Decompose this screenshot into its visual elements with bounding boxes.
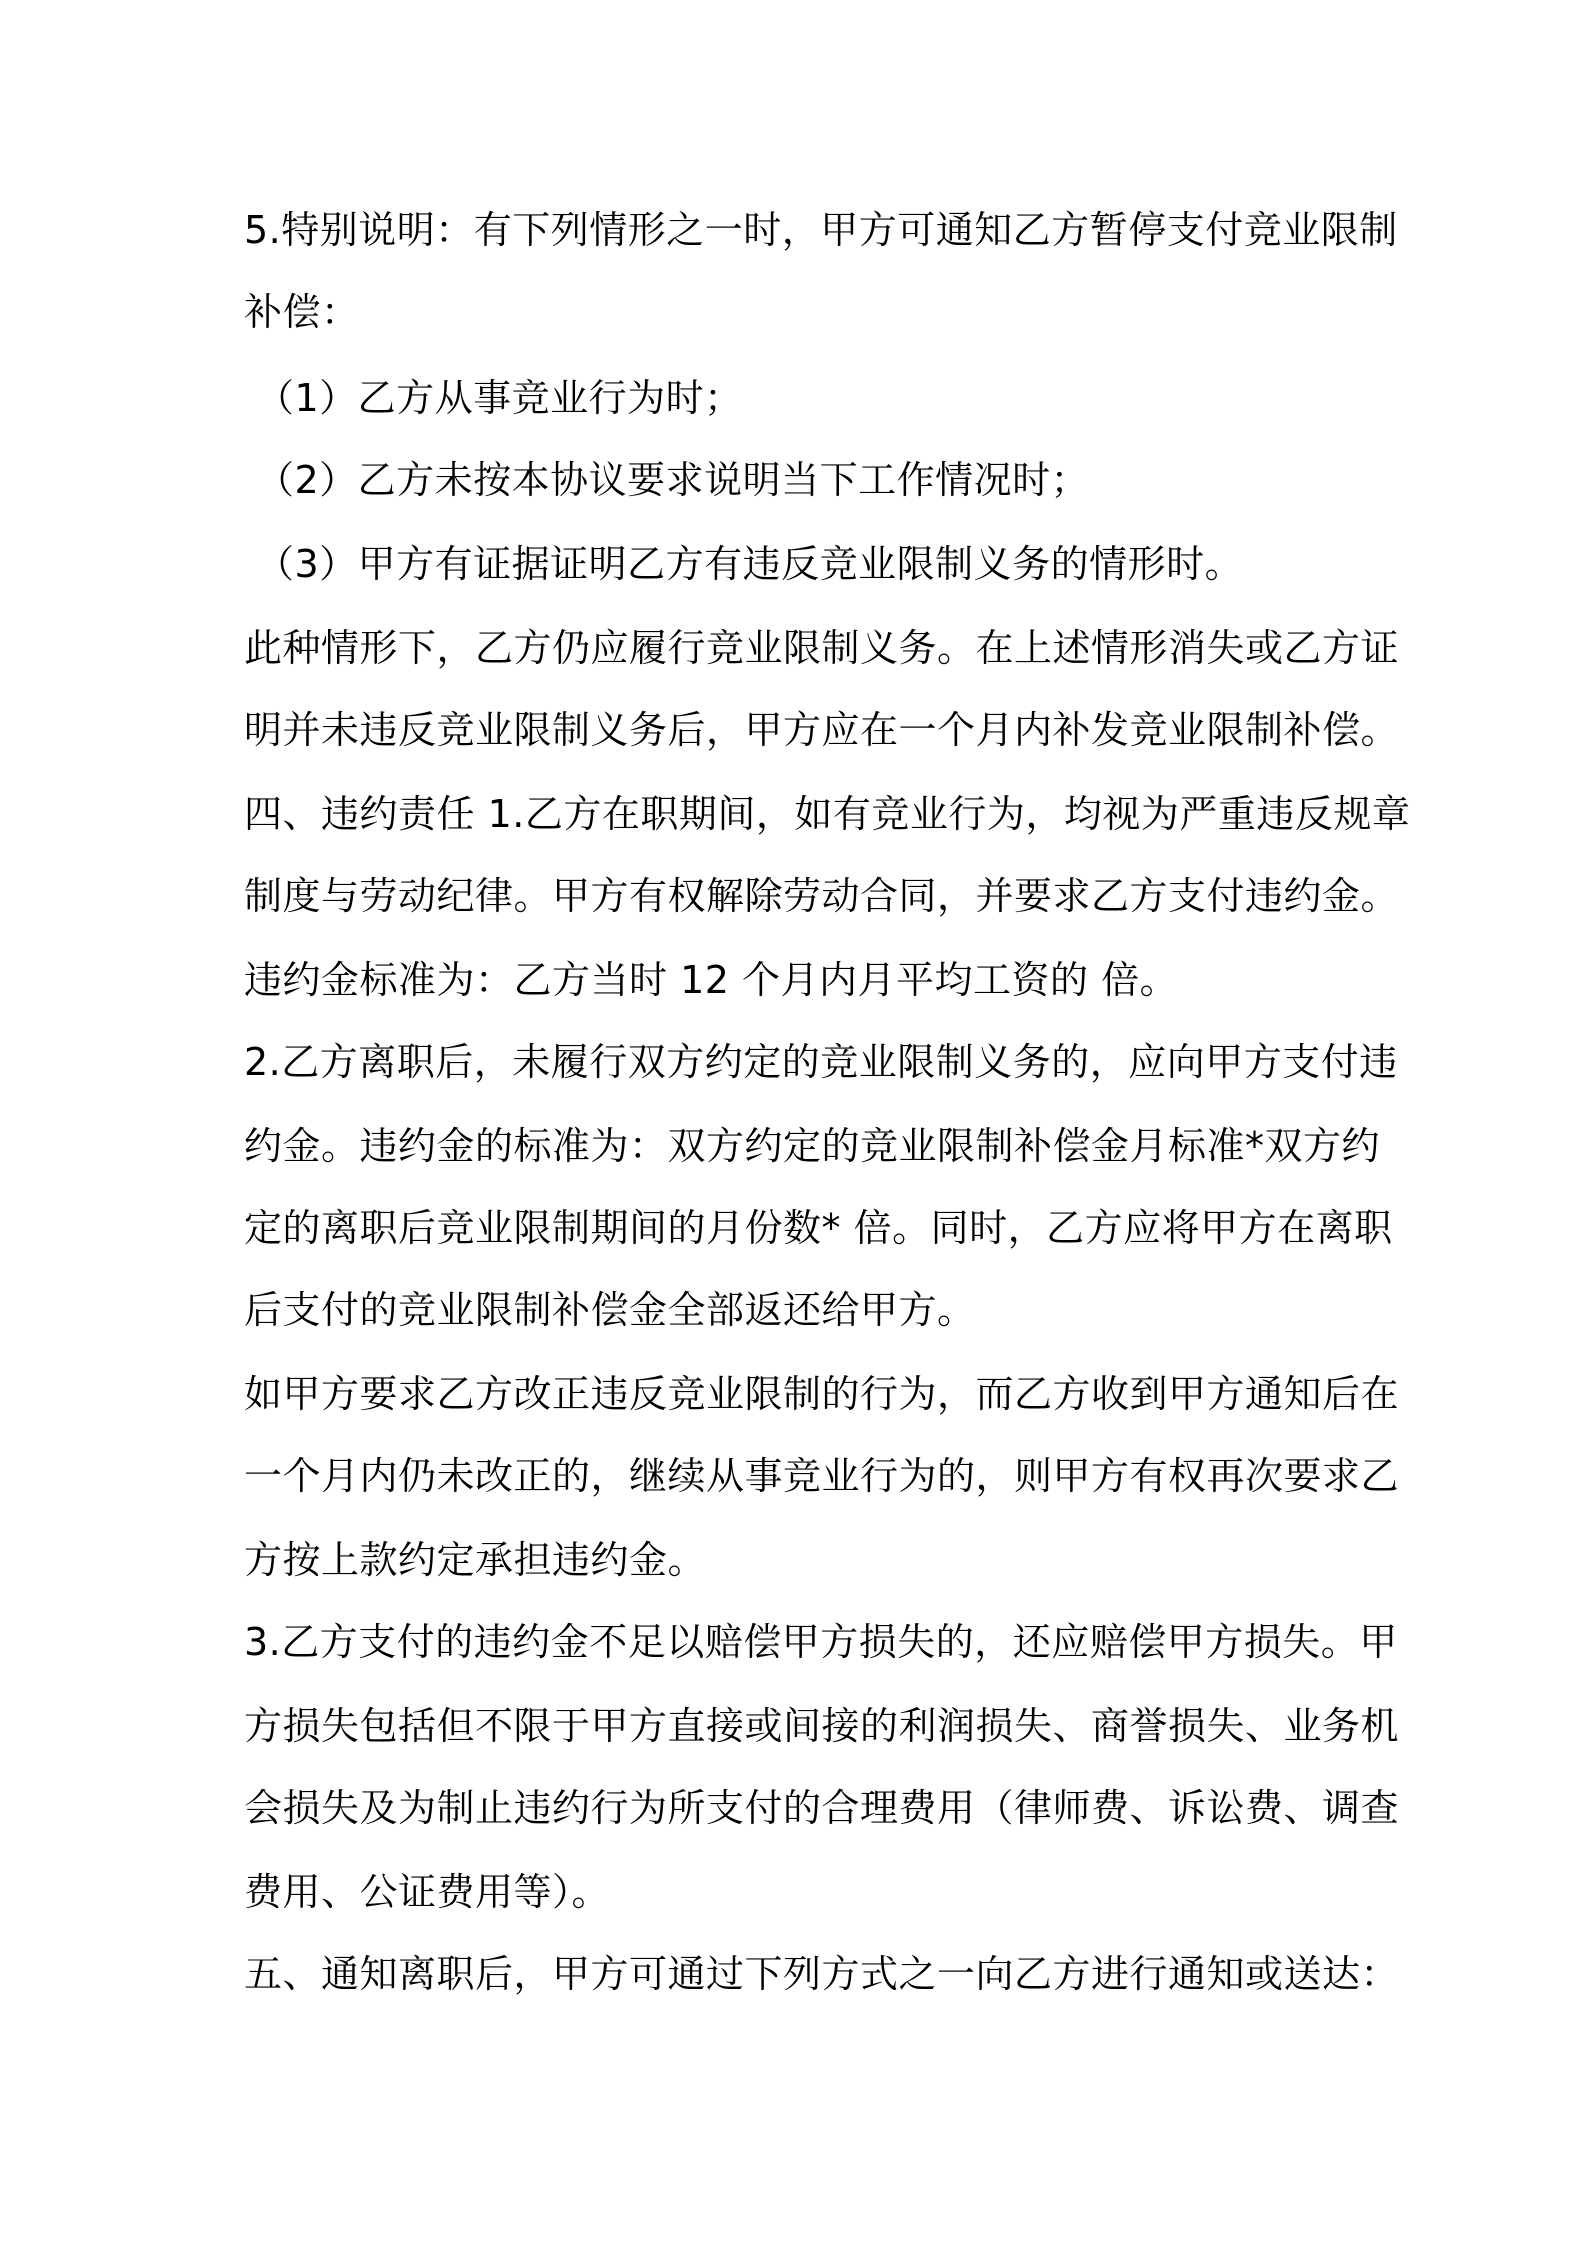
text-line: 定的离职后竞业限制期间的月份数* 倍。同时，乙方应将甲方在离职	[244, 1206, 1393, 1250]
text-line: 会损失及为制止违约行为所支付的合理费用（律师费、诉讼费、调查	[244, 1786, 1400, 1830]
text-line: 费用、公证费用等）。	[244, 1870, 611, 1914]
text-line: 5.特别说明：有下列情形之一时，甲方可通知乙方暂停支付竞业限制	[244, 208, 1398, 252]
text-line: 约金。违约金的标准为：双方约定的竞业限制补偿金月标准*双方约	[244, 1124, 1381, 1168]
text-line: 违约金标准为：乙方当时 12 个月内月平均工资的 倍。	[244, 958, 1179, 1002]
text-line: 如甲方要求乙方改正违反竞业限制的行为，而乙方收到甲方通知后在	[244, 1372, 1400, 1416]
list-item: （3）甲方有证据证明乙方有违反竞业限制义务的情形时。	[256, 542, 1244, 586]
text-line: 方损失包括但不限于甲方直接或间接的利润损失、商誉损失、业务机	[244, 1704, 1400, 1748]
text-line: 补偿：	[244, 290, 360, 334]
section-heading: 五、通知离职后，甲方可通过下列方式之一向乙方进行通知或送达：	[244, 1952, 1400, 1996]
text-line: 2.乙方离职后，未履行双方约定的竞业限制义务的，应向甲方支付违	[244, 1040, 1398, 1084]
list-item: （2）乙方未按本协议要求说明当下工作情况时；	[256, 458, 1090, 502]
text-line: 后支付的竞业限制补偿金全部返还给甲方。	[244, 1288, 976, 1332]
list-item: （1）乙方从事竞业行为时；	[256, 376, 743, 420]
text-line: 明并未违反竞业限制义务后，甲方应在一个月内补发竞业限制补偿。	[244, 708, 1400, 752]
text-line: 制度与劳动纪律。甲方有权解除劳动合同，并要求乙方支付违约金。	[244, 874, 1400, 918]
text-line: 方按上款约定承担违约金。	[244, 1538, 707, 1582]
text-line: 一个月内仍未改正的，继续从事竞业行为的，则甲方有权再次要求乙	[244, 1454, 1400, 1498]
text-line: 3.乙方支付的违约金不足以赔偿甲方损失的，还应赔偿甲方损失。甲	[244, 1620, 1398, 1664]
text-line: 此种情形下，乙方仍应履行竞业限制义务。在上述情形消失或乙方证	[244, 626, 1400, 670]
section-heading: 四、违约责任 1.乙方在职期间，如有竞业行为，均视为严重违反规章	[244, 792, 1411, 836]
